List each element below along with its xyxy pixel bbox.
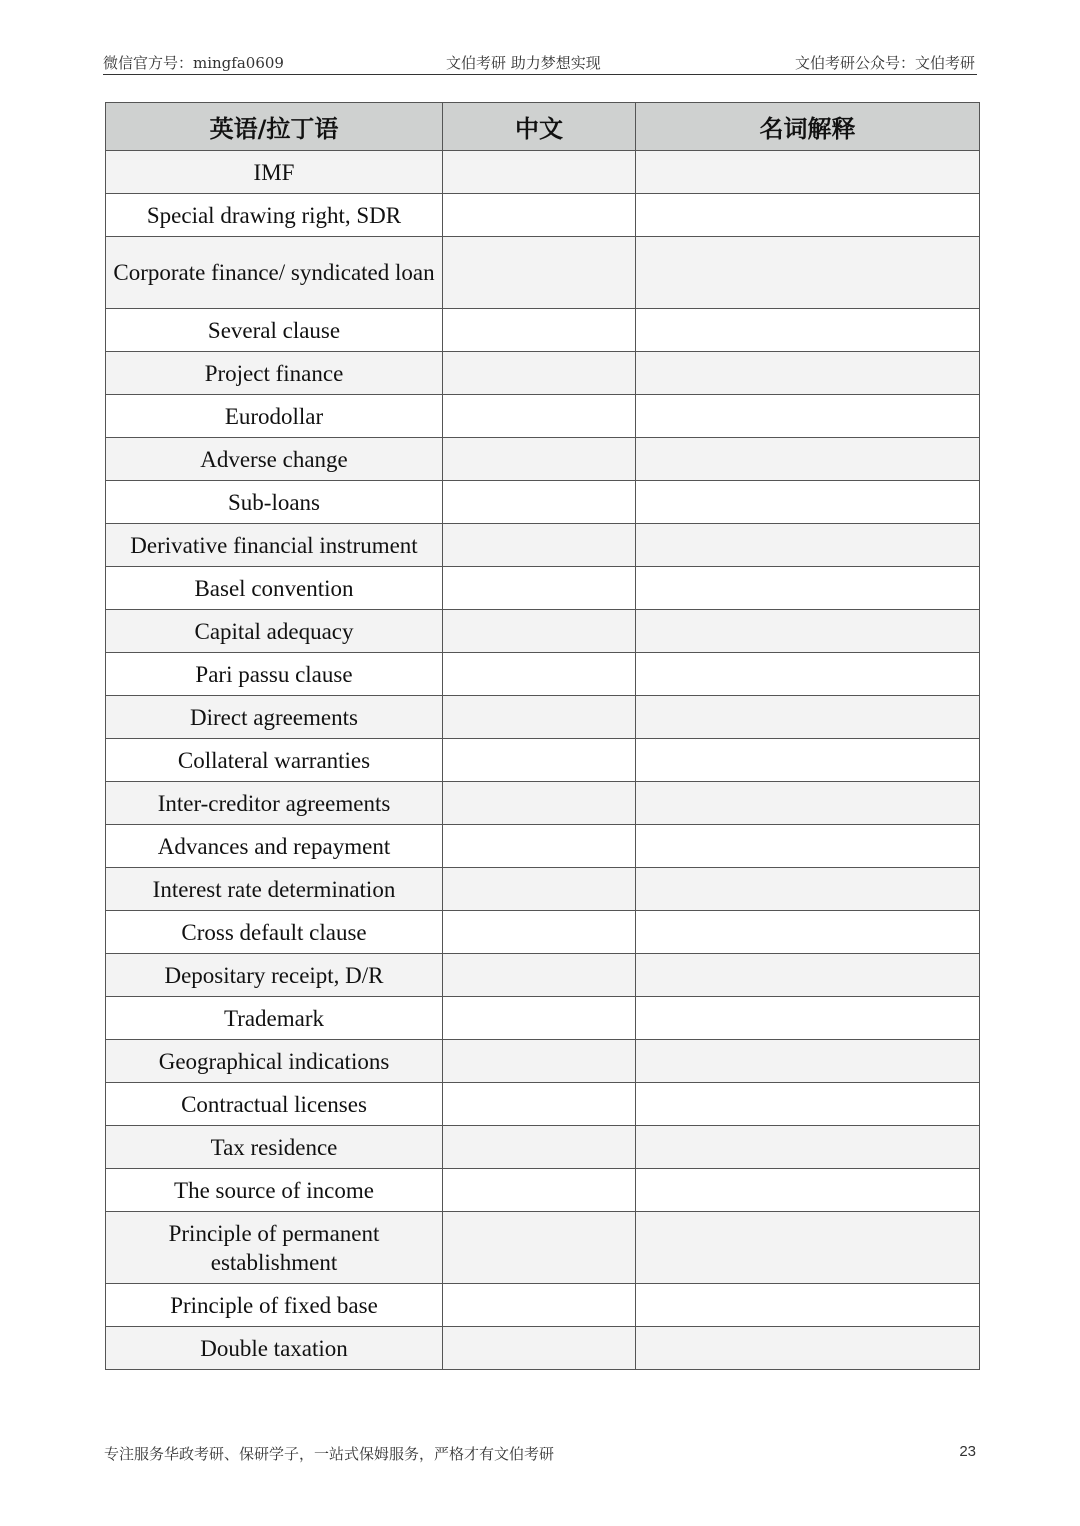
term-definition-cell[interactable] (636, 1169, 980, 1212)
term-definition-cell[interactable] (636, 438, 980, 481)
column-header-definition: 名词解释 (636, 103, 980, 151)
table-row (106, 868, 980, 911)
table-row (106, 997, 980, 1040)
term-chinese-cell[interactable] (443, 1126, 636, 1169)
table-row (106, 610, 980, 653)
table-row (106, 194, 980, 237)
term-chinese-cell[interactable] (443, 1083, 636, 1126)
term-english: Interest rate determination (106, 868, 443, 911)
term-chinese-cell[interactable] (443, 395, 636, 438)
term-chinese-cell[interactable] (443, 1212, 636, 1284)
column-header-chinese: 中文 (443, 103, 636, 151)
term-definition-cell[interactable] (636, 395, 980, 438)
term-english: Depositary receipt, D/R (106, 954, 443, 997)
page-number: 23 (959, 1443, 976, 1460)
term-definition-cell[interactable] (636, 739, 980, 782)
page-header (103, 50, 977, 75)
table-row (106, 438, 980, 481)
term-definition-cell[interactable] (636, 1126, 980, 1169)
term-english: Cross default clause (106, 911, 443, 954)
table-row (106, 653, 980, 696)
term-definition-cell[interactable] (636, 237, 980, 309)
term-english: Pari passu clause (106, 653, 443, 696)
table-header-row (106, 103, 980, 151)
table-row (106, 237, 980, 309)
term-chinese-cell[interactable] (443, 653, 636, 696)
table-row (106, 524, 980, 567)
footer-slogan: 专注服务华政考研、保研学子，一站式保姆服务，严格才有文伯考研 (104, 1445, 555, 1463)
term-english: The source of income (106, 1169, 443, 1212)
term-definition-cell[interactable] (636, 653, 980, 696)
term-english: Tax residence (106, 1126, 443, 1169)
term-chinese-cell[interactable] (443, 696, 636, 739)
term-english: Eurodollar (106, 395, 443, 438)
term-chinese-cell[interactable] (443, 524, 636, 567)
table-row (106, 696, 980, 739)
term-definition-cell[interactable] (636, 1212, 980, 1284)
term-english: Inter-creditor agreements (106, 782, 443, 825)
term-chinese-cell[interactable] (443, 352, 636, 395)
table-row (106, 782, 980, 825)
term-chinese-cell[interactable] (443, 610, 636, 653)
table-row (106, 151, 980, 194)
term-definition-cell[interactable] (636, 825, 980, 868)
table-row (106, 567, 980, 610)
term-english: Geographical indications (106, 1040, 443, 1083)
term-definition-cell[interactable] (636, 524, 980, 567)
term-english: Trademark (106, 997, 443, 1040)
term-chinese-cell[interactable] (443, 567, 636, 610)
term-definition-cell[interactable] (636, 696, 980, 739)
term-chinese-cell[interactable] (443, 481, 636, 524)
term-definition-cell[interactable] (636, 1083, 980, 1126)
term-chinese-cell[interactable] (443, 1169, 636, 1212)
term-english: Contractual licenses (106, 1083, 443, 1126)
term-english: Sub-loans (106, 481, 443, 524)
term-english: Direct agreements (106, 696, 443, 739)
term-definition-cell[interactable] (636, 997, 980, 1040)
term-definition-cell[interactable] (636, 481, 980, 524)
term-chinese-cell[interactable] (443, 1327, 636, 1370)
term-english: Special drawing right, SDR (106, 194, 443, 237)
term-english: Principle of fixed base (106, 1284, 443, 1327)
term-english: Advances and repayment (106, 825, 443, 868)
table-row (106, 1040, 980, 1083)
term-chinese-cell[interactable] (443, 997, 636, 1040)
term-chinese-cell[interactable] (443, 151, 636, 194)
vocabulary-table (105, 102, 980, 1370)
table-row (106, 481, 980, 524)
term-chinese-cell[interactable] (443, 309, 636, 352)
table-row (106, 825, 980, 868)
term-chinese-cell[interactable] (443, 1040, 636, 1083)
term-definition-cell[interactable] (636, 567, 980, 610)
term-english: Double taxation (106, 1327, 443, 1370)
term-english: Project finance (106, 352, 443, 395)
page-footer (104, 1443, 976, 1467)
term-definition-cell[interactable] (636, 782, 980, 825)
term-chinese-cell[interactable] (443, 911, 636, 954)
term-chinese-cell[interactable] (443, 825, 636, 868)
term-english: Several clause (106, 309, 443, 352)
term-definition-cell[interactable] (636, 911, 980, 954)
term-english: Corporate finance/ syndicated loan (106, 237, 443, 309)
term-chinese-cell[interactable] (443, 1284, 636, 1327)
table-row (106, 352, 980, 395)
term-chinese-cell[interactable] (443, 782, 636, 825)
term-definition-cell[interactable] (636, 151, 980, 194)
term-chinese-cell[interactable] (443, 868, 636, 911)
term-chinese-cell[interactable] (443, 954, 636, 997)
term-definition-cell[interactable] (636, 610, 980, 653)
table-row (106, 1169, 980, 1212)
term-chinese-cell[interactable] (443, 438, 636, 481)
term-chinese-cell[interactable] (443, 194, 636, 237)
term-definition-cell[interactable] (636, 1040, 980, 1083)
term-english: Derivative financial instrument (106, 524, 443, 567)
table-row (106, 1083, 980, 1126)
header-public-account: 文伯考研公众号：文伯考研 (794, 54, 975, 72)
term-definition-cell[interactable] (636, 868, 980, 911)
table-row (106, 954, 980, 997)
table-row (106, 1212, 980, 1284)
header-wechat-id: 微信官方号：mingfa0609 (103, 54, 284, 72)
term-definition-cell[interactable] (636, 309, 980, 352)
table-row (106, 911, 980, 954)
table-row (106, 1284, 980, 1327)
table-row (106, 739, 980, 782)
term-definition-cell[interactable] (636, 954, 980, 997)
term-english: Principle of permanent establishment (106, 1212, 443, 1284)
table-row (106, 1327, 980, 1370)
term-chinese-cell[interactable] (443, 739, 636, 782)
term-chinese-cell[interactable] (443, 237, 636, 309)
term-definition-cell[interactable] (636, 1284, 980, 1327)
column-header-english-latin: 英语/拉丁语 (106, 103, 443, 151)
term-definition-cell[interactable] (636, 1327, 980, 1370)
term-english: Collateral warranties (106, 739, 443, 782)
table-row (106, 309, 980, 352)
term-definition-cell[interactable] (636, 352, 980, 395)
term-english: Basel convention (106, 567, 443, 610)
term-english: Capital adequacy (106, 610, 443, 653)
term-english: IMF (106, 151, 443, 194)
table-row (106, 1126, 980, 1169)
term-english: Adverse change (106, 438, 443, 481)
term-definition-cell[interactable] (636, 194, 980, 237)
header-slogan: 文伯考研 助力梦想实现 (446, 54, 601, 72)
table-row (106, 395, 980, 438)
